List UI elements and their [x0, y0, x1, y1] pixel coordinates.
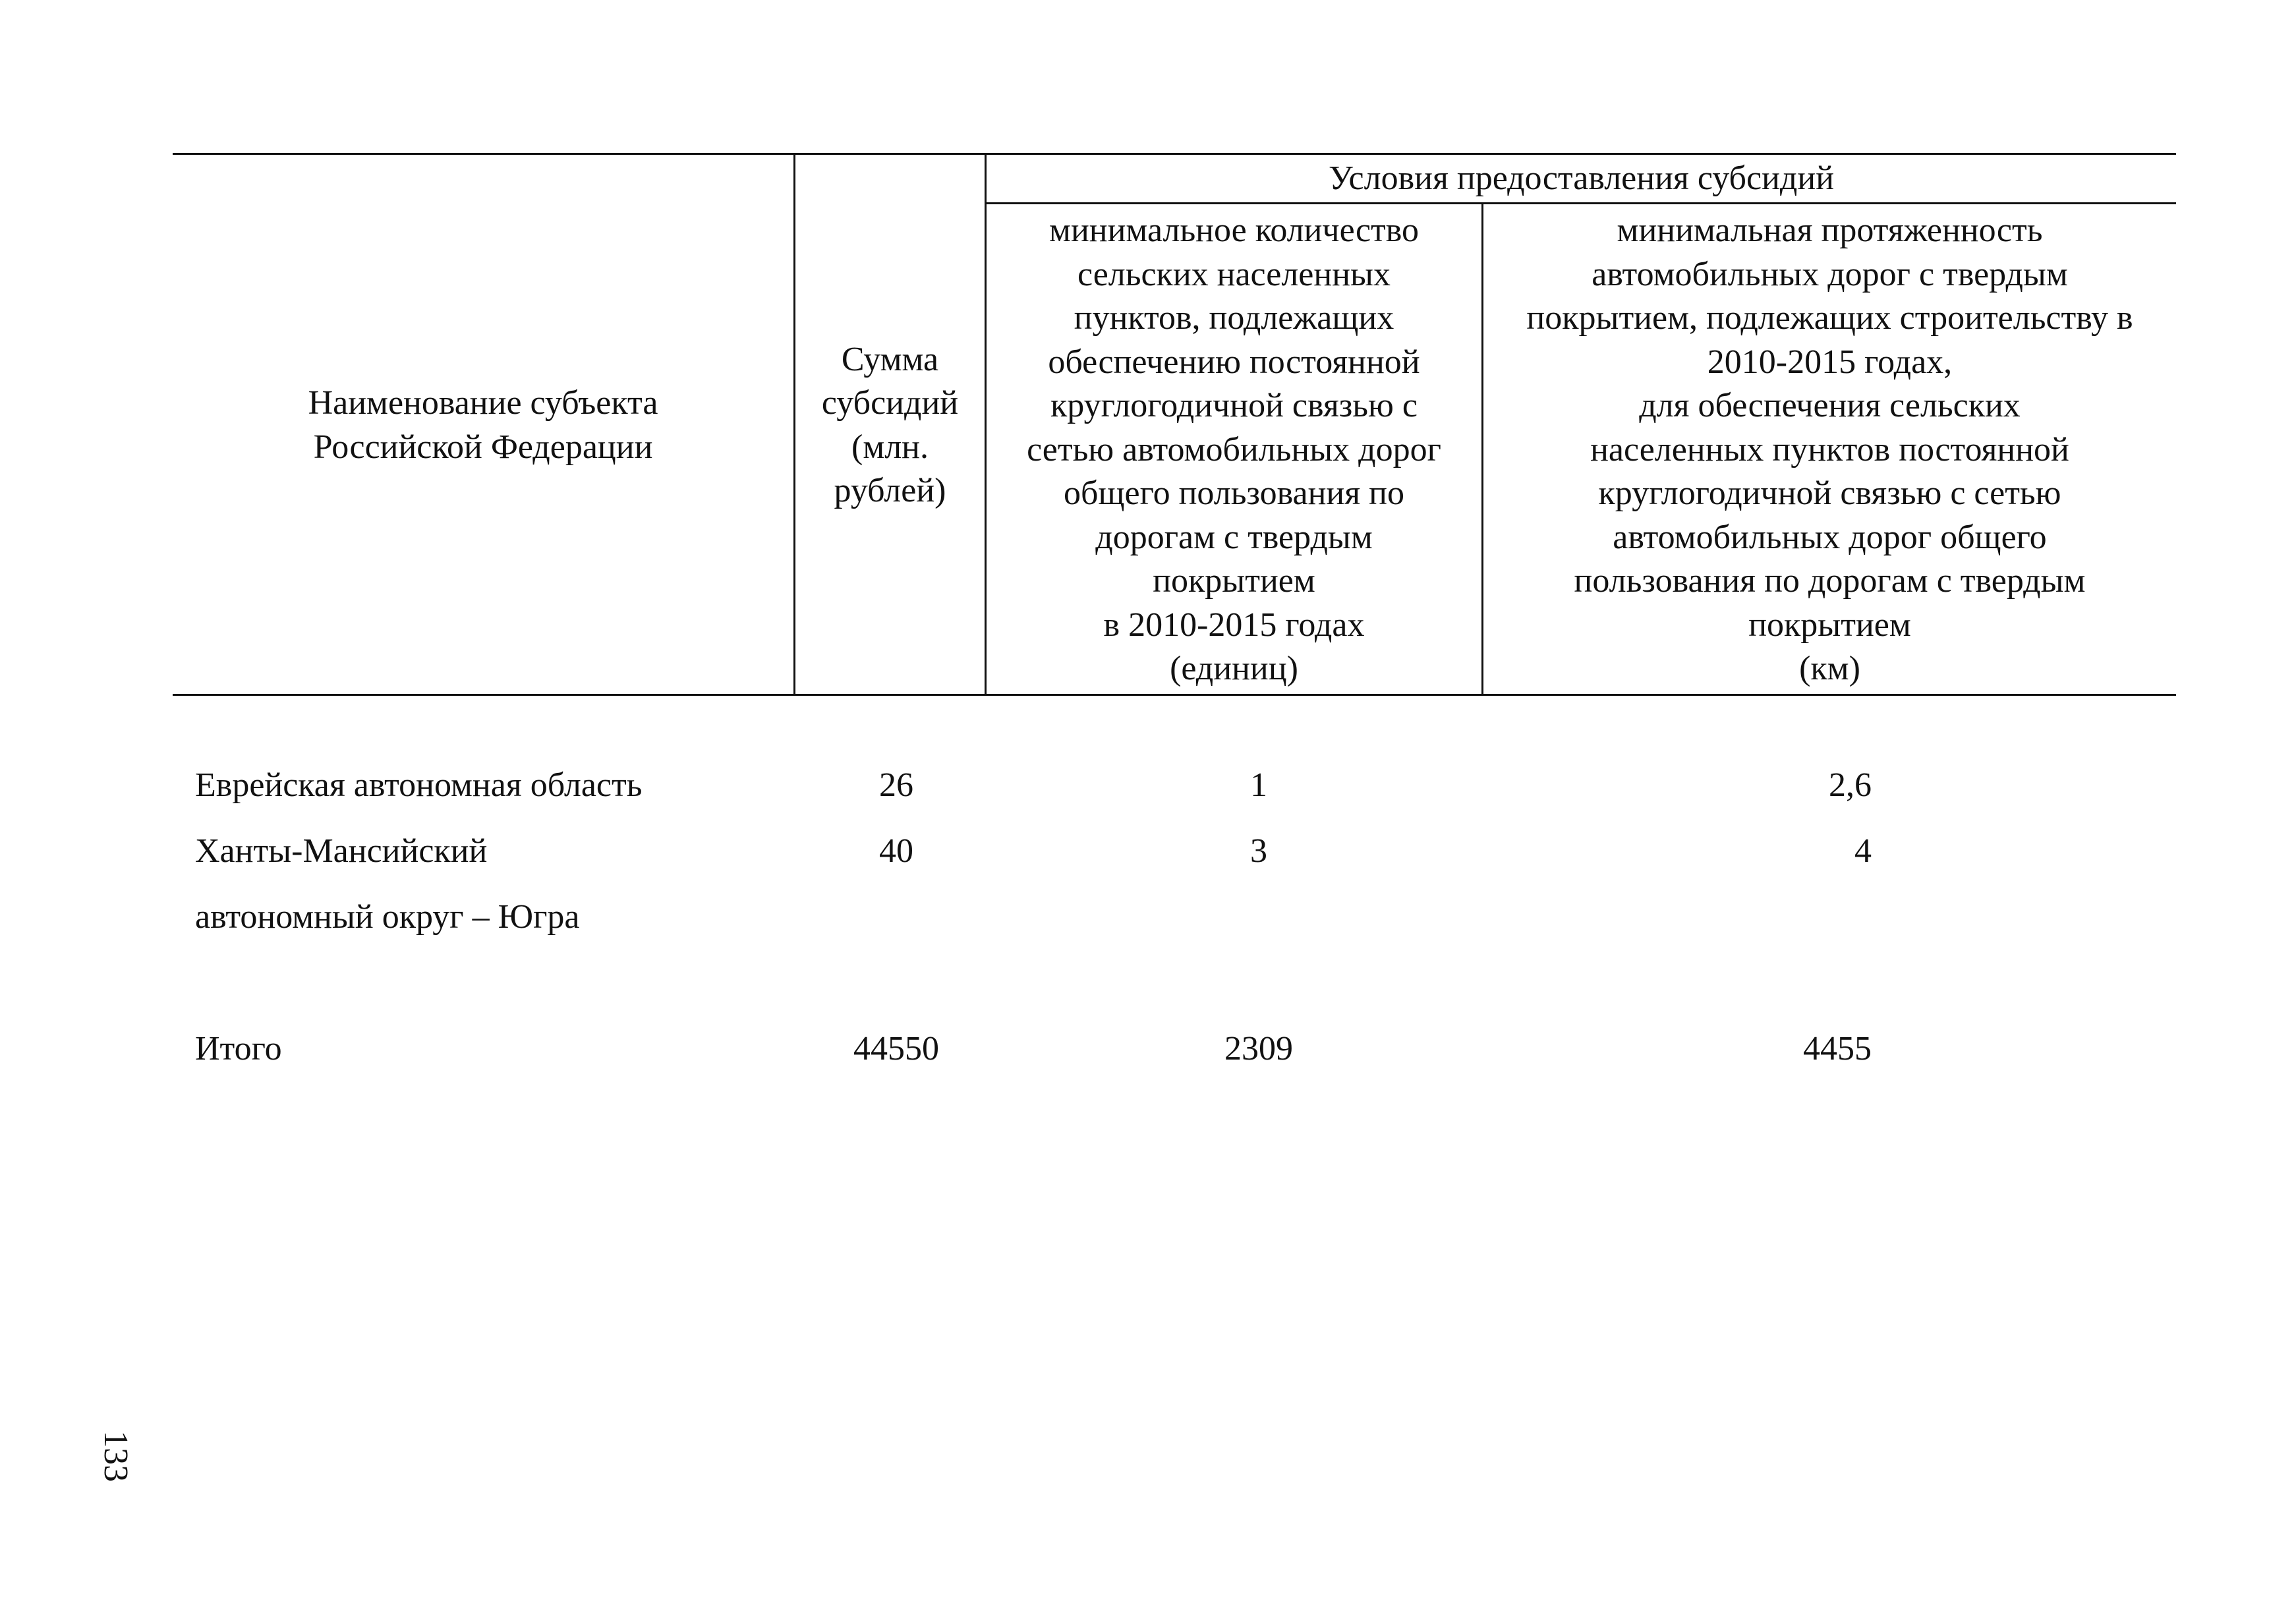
header-text-line: в 2010-2015 годах	[1103, 606, 1365, 644]
row-sum: 40	[879, 832, 913, 870]
total-settlements: 2309	[1224, 1030, 1293, 1067]
header-col-settlements	[987, 204, 1481, 696]
header-text-line: Сумма	[841, 340, 939, 378]
row-length: 4	[1854, 832, 1872, 870]
header-text-line: минимальное количество	[1049, 212, 1419, 250]
table-header	[173, 153, 2176, 696]
page-number: 133	[97, 1431, 134, 1482]
header-text-line: автомобильных дорог с твердым	[1592, 255, 2068, 293]
total-label: Итого	[195, 1030, 282, 1067]
header-text-line: обеспечению постоянной	[1048, 343, 1420, 381]
header-text-line: покрытием, подлежащих строительству в	[1526, 299, 2133, 337]
header-text-line: 2010-2015 годах,	[1707, 343, 1953, 381]
header-text-line: рублей)	[834, 472, 946, 509]
header-text-line: (единиц)	[1170, 650, 1298, 688]
header-text-line: сельских населенных	[1077, 255, 1391, 293]
header-text-line: дорогам с твердым	[1095, 518, 1373, 556]
header-text-line: Наименование субъекта	[308, 384, 658, 422]
header-text-line: круглогодичной связью с сетью	[1598, 474, 2061, 513]
header-text-line: пользования по дорогам с твердым	[1574, 562, 2086, 600]
header-text-line: (км)	[1799, 650, 1860, 688]
header-col-name	[173, 155, 793, 696]
row-region-name-continued: автономный округ – Югра	[195, 898, 580, 936]
header-text-line: минимальная протяженность	[1617, 212, 2043, 250]
header-text-line: пунктов, подлежащих	[1074, 299, 1394, 337]
row-settlements: 3	[1250, 832, 1267, 870]
header-col-sum	[795, 155, 985, 696]
row-region-name: Еврейская автономная область	[195, 766, 643, 804]
row-length: 2,6	[1829, 766, 1872, 804]
total-length: 4455	[1803, 1030, 1872, 1067]
header-text-line: автомобильных дорог общего	[1613, 518, 2047, 556]
row-sum: 26	[879, 766, 913, 804]
header-text-line: населенных пунктов постоянной	[1590, 430, 2069, 469]
header-text-line: (млн.	[851, 428, 929, 466]
header-text-line: круглогодичной связью с	[1050, 387, 1418, 425]
row-settlements: 1	[1250, 766, 1267, 804]
total-sum: 44550	[853, 1030, 939, 1067]
group-title-text: Условия предоставления субсидий	[1328, 159, 1835, 197]
header-col-length	[1483, 204, 2176, 696]
header-group-title	[987, 155, 2176, 202]
header-text-line: Российской Федерации	[313, 428, 653, 466]
header-text-line: покрытием	[1153, 562, 1315, 600]
header-text-line: сетью автомобильных дорог	[1027, 430, 1441, 469]
header-text-line: общего пользования по	[1063, 474, 1404, 513]
row-region-name: Ханты-Мансийский	[195, 832, 488, 870]
header-text-line: покрытием	[1748, 606, 1911, 644]
header-text-line: субсидий	[821, 384, 959, 422]
header-text-line: для обеспечения сельских	[1639, 387, 2021, 425]
